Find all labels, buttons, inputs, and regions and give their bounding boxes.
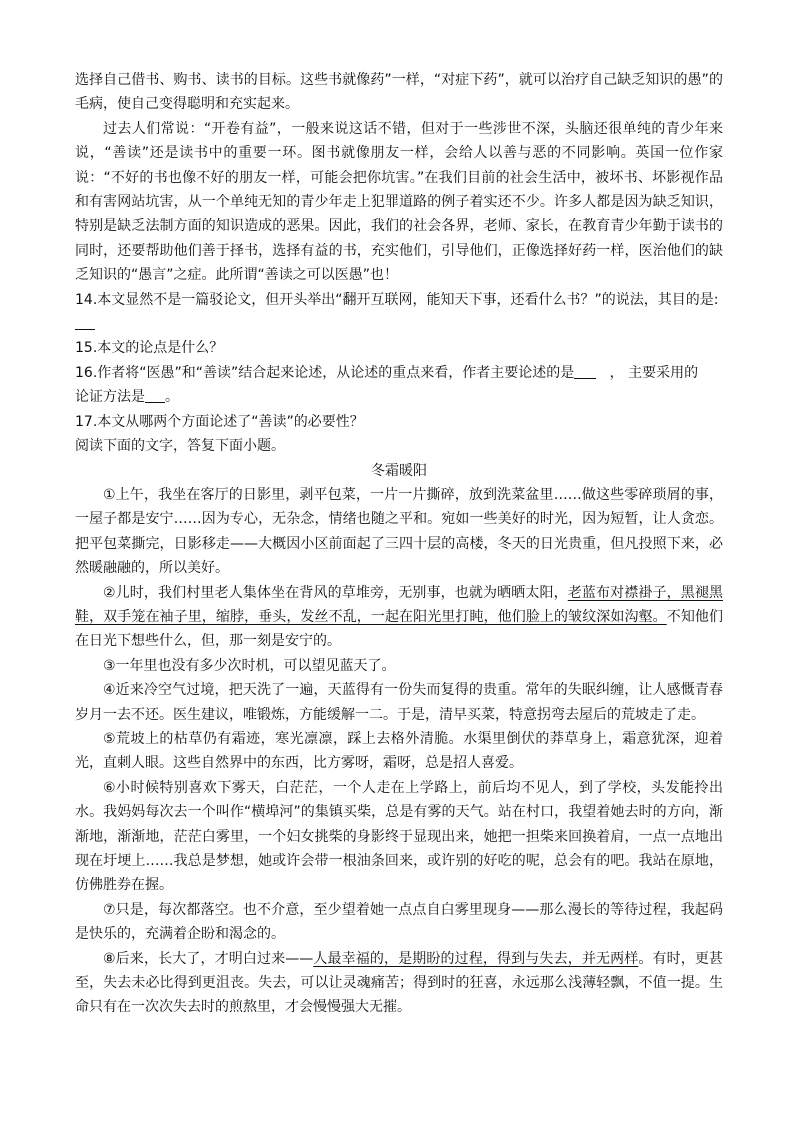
passage2-title: 冬霜暖阳 — [371, 462, 427, 479]
passage2-paragraph-2 — [75, 581, 723, 654]
question-15: 15.本文的论点是什么？ — [75, 340, 224, 357]
passage2-paragraph-3: ③一年里也没有多少次时机，可以望见蓝天了。 — [103, 657, 396, 674]
passage2-paragraph-6: ⑥小时候特别喜欢下雾天，白茫茫，一个人走在上学路上，前后均不见人，到了学校，头发能拎出水。我妈妈每次去一个叫作“横埠河”的集镇买柴，总是有雾的天气。站在村口，我望着她去时的方向，渐渐地，渐渐地，茫茫白雾里，一个妇女挑柴的身影终于显现出来，她把一担柴来回换着肩，一点一点地出现在圩埂上……我总是梦想，她或许会带一根油条回来，或许别的好吃的呢，总会有的吧。我站在原地，仿佛胜券在握。 — [75, 779, 723, 894]
underlined-sentence: 老蓝布对襟褂子，黑褪黑鞋，双手笼在袖子里，缩脖，垂头，发丝不乱，一起在阳光里打盹，他们脸上的皱纹深如沟壑。 — [75, 584, 723, 625]
passage2-paragraph-7: ⑦只是，每次都落空。也不介意，至少望着她一点点自白雾里现身——那么漫长的等待过程，我起码是快乐的，充满着企盼和渴念的。 — [75, 901, 723, 943]
passage1-paragraph-2: 过去人们常说：“开卷有益”，一般来说这话不错，但对于一些涉世不深，头脑还很单纯的青少年来说，“善读”还是读书中的重要一环。图书就像朋友一样，会给人以善与恶的不同影响。英国一位作家说：“不好的书也像不好的朋友一样，可能会把你坑害。”在我们目前的社会生活中，被坏书、坏影视作品和有害网站坑害，从一个单纯无知的青少年走上犯罪道路的例子着实还不少。许多人都是因为缺乏知识，特别是缺乏法制方面的知识造成的恶果。因此，我们的社会各界，老师、家长，在教育青少年勤于读书的同时，还要帮助他们善于择书，选择有益的书，充实他们，引导他们，正像选择好药一样，医治他们的缺乏知识的“愚言”之症。此所谓“善读之可以医愚”也！ — [75, 120, 723, 284]
passage1-paragraph-1: 选择自己借书、购书、读书的目标。这些书就像药”一样，“对症下药”，就可以治疗自己缺乏知识的愚”的毛病，使自己变得聪明和充实起来。 — [75, 72, 723, 113]
answer-blank[interactable] — [574, 364, 596, 379]
paragraph-2-text-b: 不知他们在日光下想些什么，但，那一刻是安宁的。 — [75, 608, 724, 650]
passage2-paragraph-8 — [75, 947, 723, 1020]
passage2-paragraph-4: ④近来冷空气过境，把天洗了一遍，天蓝得有一份失而复得的贵重。常年的失眠纠缠，让人感慨青春岁月一去不还。医生建议，唯锻炼，方能缓解一二。于是，清早买菜，特意拐弯去屋后的荒坡走了走。 — [75, 682, 723, 723]
question-17: 17.本文从哪两个方面论述了“善读”的必要性？ — [75, 413, 364, 430]
passage2-paragraph-1: ①上午，我坐在客厅的日影里，剥平包菜，一片一片撕碎，放到洗菜盆里……做这些零碎琐屑的事，一屋子都是安宁……因为专心，无杂念，情绪也随之平和。宛如一些美好的时光，因为短暂，让人贪恋。把平包菜撕完，日影移走——大概因小区前面起了三四十层的高楼，冬天的日光贵重，但凡投照下来，必然暖融融的，所以美好。 — [75, 486, 723, 577]
reading-instruction: 阅读下面的文字，答复下面小题。 — [75, 438, 285, 455]
question-16-text-c: 论证方法是 — [75, 389, 145, 406]
paragraph-8-text-a: ⑧后来，长大了，才明白过来—— — [103, 950, 314, 967]
question-16 — [75, 361, 723, 410]
paragraph-2-text-a: ②儿时，我们村里老人集体坐在背风的草堆旁，无别事，也就为晒晒太阳， — [103, 584, 568, 601]
question-14-text: 14.本文显然不是一篇驳论文，但开头举出“翻开互联网，能知天下事，还看什么书？”的说法，其目的是: — [75, 291, 719, 308]
answer-blank[interactable] — [145, 388, 165, 403]
question-16-text-b: ， 主要采用的 — [609, 364, 699, 381]
question-16-text-d: 。 — [165, 389, 179, 406]
passage2-paragraph-5: ⑤荒坡上的枯草仍有霜迹，寒光凛凛，踩上去格外清脆。水渠里倒伏的莽草身上，霜意犹深，迎着光，直刺人眼。这些自然界中的东西，比方雾呀，霜呀，总是招人喜爱。 — [75, 730, 723, 772]
paragraph-8-text-b: 。有时，更甚至，失去未必比得到更沮丧。失去，可以让灵魂痛苦；得到时的狂喜，永远那么浅薄轻飘，不值一提。生命只有在一次次失去时的煎熬里，才会慢慢强大无摧。 — [75, 950, 723, 1016]
question-16-text-a: 16.作者将“医愚”和“善读”结合起来论述，从论述的重点来看，作者主要论述的是 — [75, 364, 575, 381]
answer-blank[interactable] — [75, 315, 95, 330]
underlined-sentence: 人最幸福的，是期盼的过程，得到与失去，并无两样 — [313, 950, 639, 967]
question-14 — [75, 288, 723, 337]
document-page — [75, 68, 723, 1020]
